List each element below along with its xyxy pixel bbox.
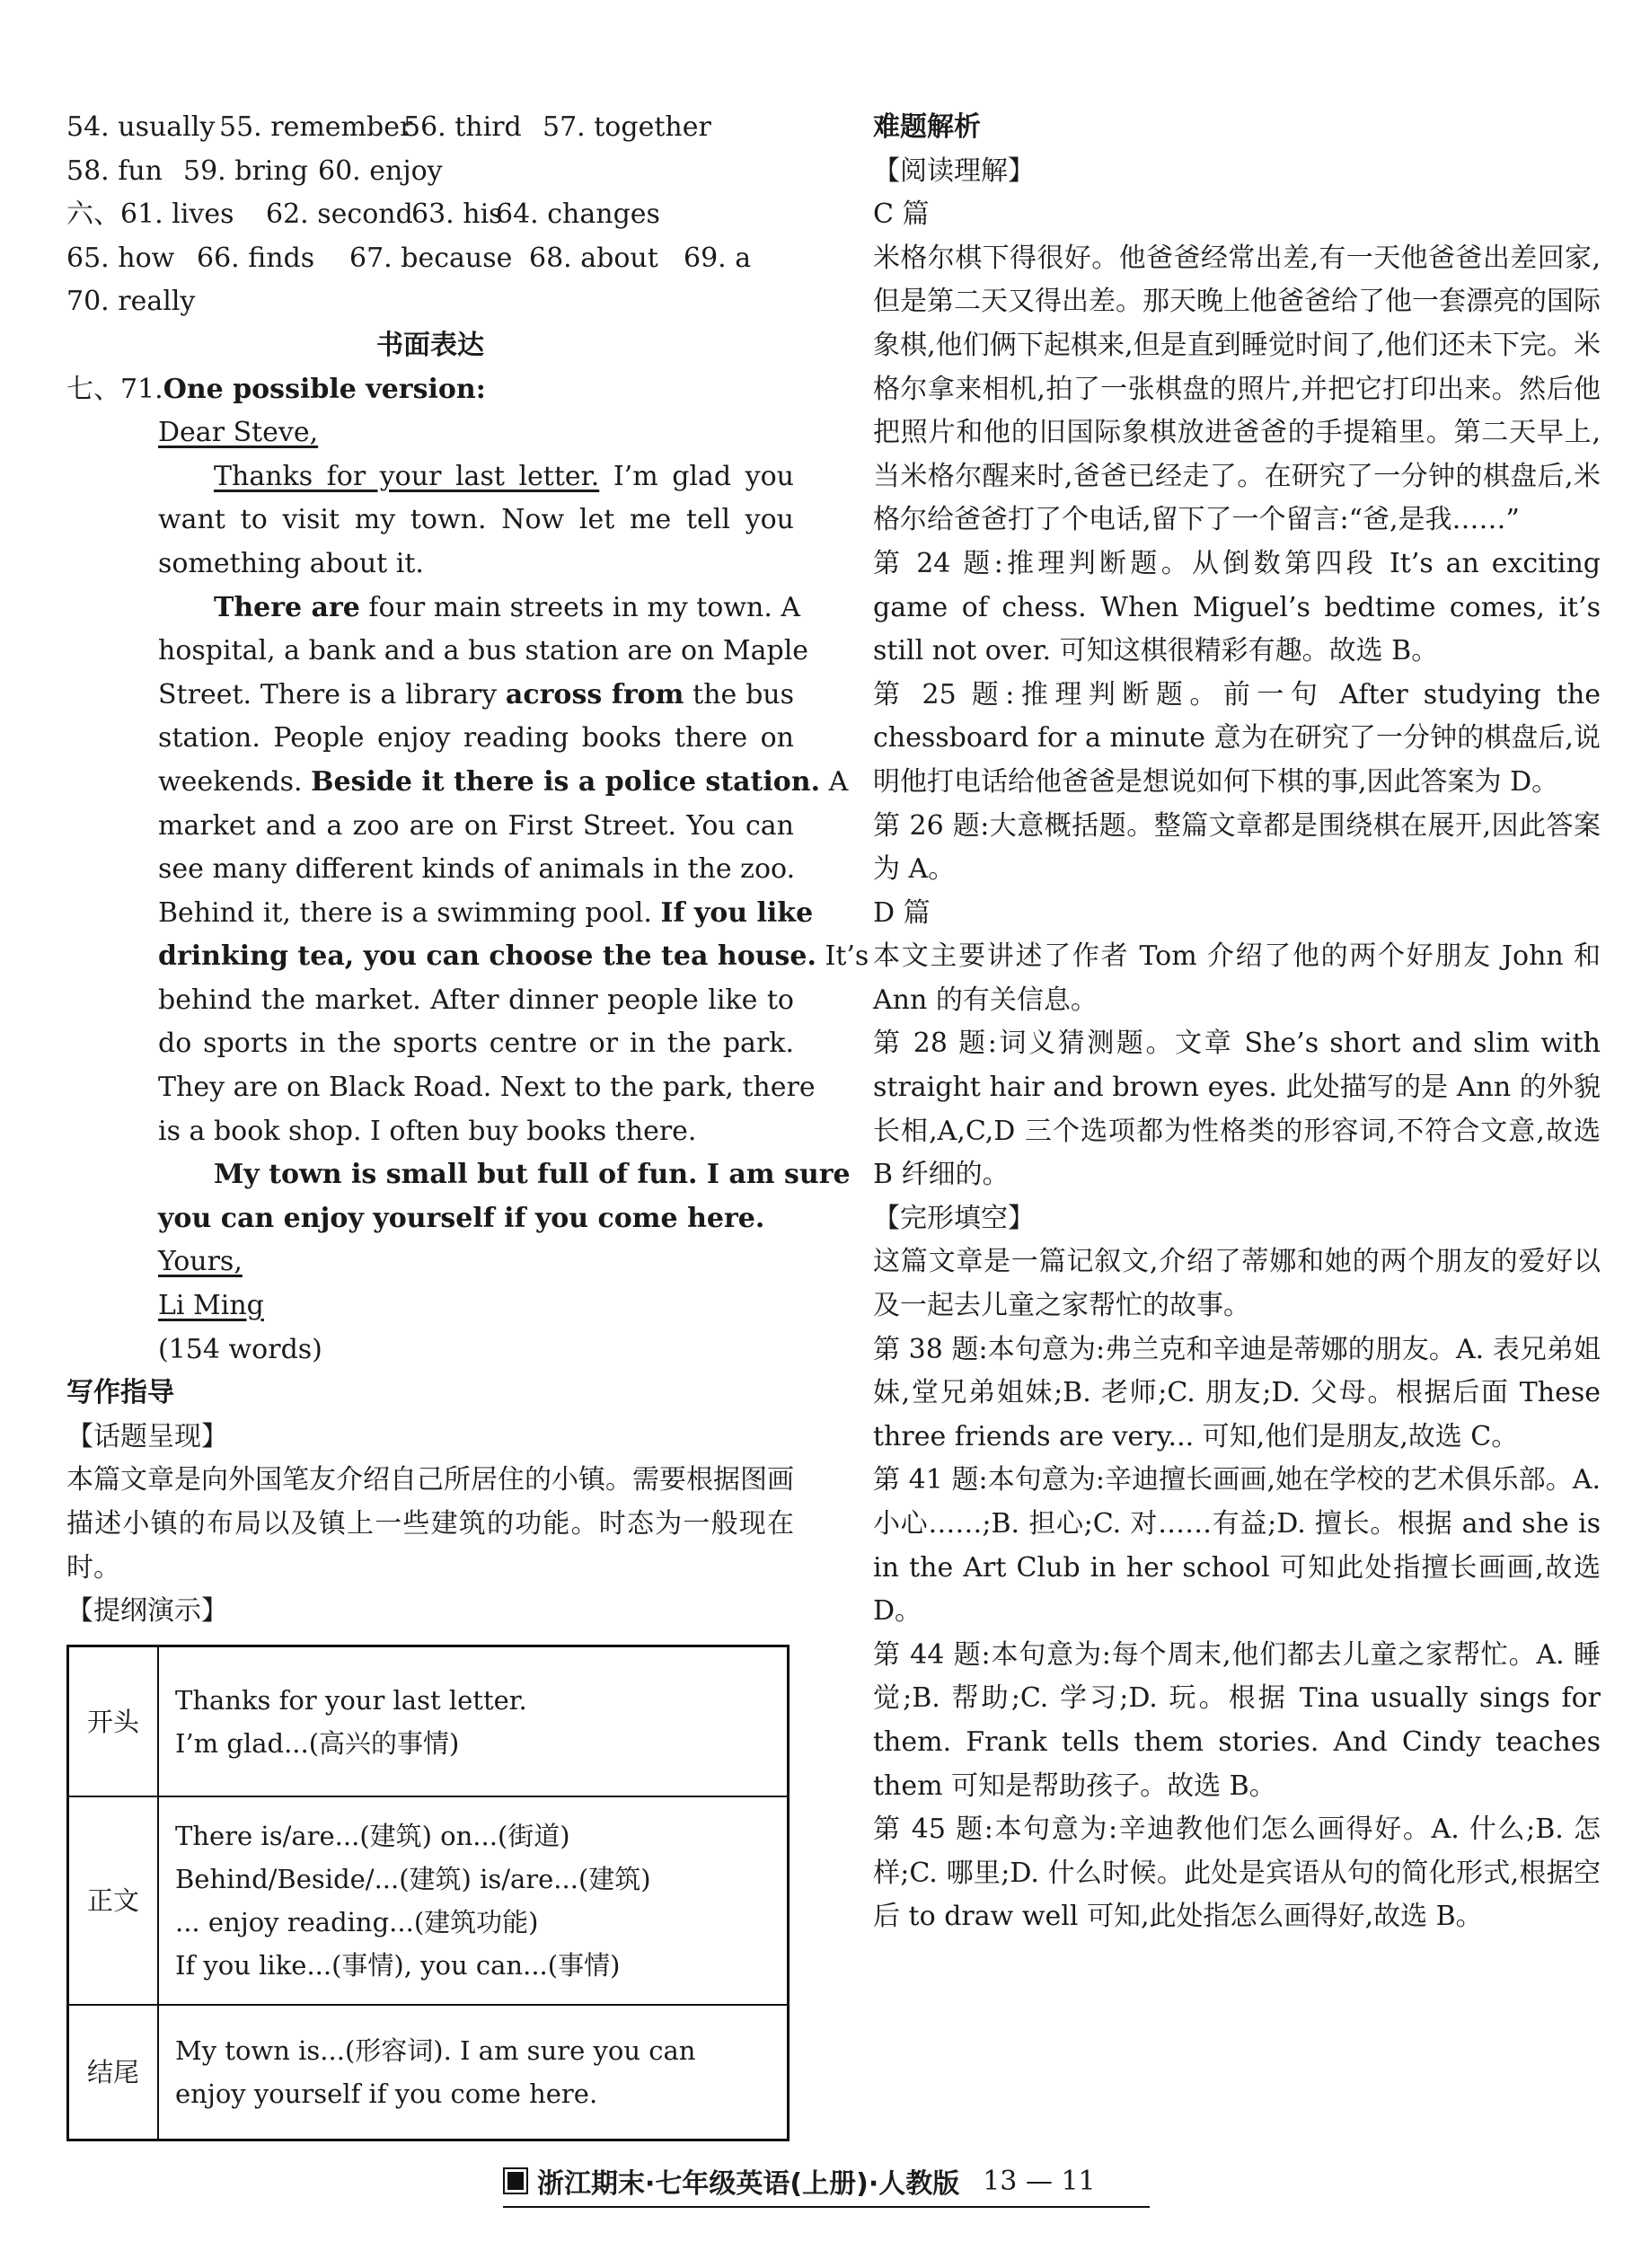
- analysis-title: 难题解析: [873, 111, 981, 143]
- closing: Yours,: [158, 1246, 243, 1278]
- passage-c-summary: 米格尔棋下得很好。他爸爸经常出差,有一天他爸爸出差回家,但是第二天又得出差。那天晚上他爸爸给了他一套漂亮的国际象棋,他们俩下起棋来,但是直到睡觉时间了,他们还未下完。米格尔拿来相机,拍了一张棋盘的照片,并把它打印出来。然后他把照片和他的旧国际象棋放进爸爸的手提箱里。第二天早上,当米格尔醒来时,爸爸已经走了。在研究了一分钟的棋盘后,米格尔给爸爸打了个电话,留下了一个留言:“爸,是我……”: [873, 242, 1601, 536]
- outline-line: enjoy yourself if you come here.: [175, 2078, 598, 2110]
- outline-label: 结尾: [68, 2005, 159, 2140]
- essay-line: They are on Black Road. Next to the park, there: [158, 1072, 816, 1104]
- left-column: [66, 106, 869, 2141]
- question-44: 第 44 题:本句意为:每个周末,他们都去儿童之家帮忙。A. 睡觉;B. 帮助;C. 学习;D. 玩。根据 Tina usually sings for them. Frank tells them stories. And Cindy teaches them 可知是帮助孩子。故选 B。: [873, 1638, 1601, 1802]
- table-row: [68, 1646, 789, 1796]
- outline-line: My town is...(形容词). I am sure you can: [175, 2035, 696, 2067]
- answer: 58. fun: [66, 154, 163, 187]
- essay-line: [158, 587, 801, 631]
- question-28: 第 28 题:词义猜测题。文章 She’s short and slim with straight hair and brown eyes. 此处描写的是 Ann 的外貌长相,A,C,D 三个选项都为性格类的形容词,不符合文意,故选 B 纤细的。: [873, 1028, 1601, 1191]
- answer-row: [66, 193, 794, 237]
- essay-line: [158, 411, 794, 455]
- answer: 60. enjoy: [318, 154, 443, 187]
- outline-line: Thanks for your last letter.: [175, 1684, 527, 1716]
- answer: 68. about: [529, 242, 658, 274]
- q71-number: 七、71.: [66, 373, 163, 405]
- sample-essay: [66, 411, 869, 1372]
- essay-line: [158, 455, 794, 499]
- essay-line: [158, 892, 814, 936]
- essay-line: hospital, a bank and a bus station are on Maple: [158, 635, 809, 667]
- essay-line: market and a zoo are on First Street. You can: [158, 809, 794, 842]
- essay-text: A: [820, 765, 849, 798]
- book-mark-icon: [503, 2167, 528, 2194]
- essay-line: something about it.: [158, 547, 424, 579]
- outline-line: Behind/Beside/...(建筑) is/are...(建筑): [175, 1864, 651, 1895]
- essay-line: do sports in the sports centre or in the park.: [158, 1028, 794, 1060]
- bold-phrase: Beside it there is a police station.: [311, 765, 821, 798]
- topic-text: 本篇文章是向外国笔友介绍自己所居住的小镇。需要根据图画描述小镇的布局以及镇上一些建筑的功能。时态为一般现在时。: [66, 1464, 794, 1584]
- essay-text: Street. There is a library: [158, 678, 506, 710]
- answer: 67. because: [349, 242, 513, 274]
- answer: 57. together: [543, 111, 711, 143]
- essay-text: four main streets in my town. A: [359, 591, 801, 623]
- outline-content: [158, 1796, 789, 2005]
- essay-line: [158, 761, 849, 805]
- passage-d-summary: 本文主要讲述了作者 Tom 介绍了他的两个好朋友 John 和 Ann 的有关信息。: [873, 940, 1601, 1016]
- essay-text: the bus: [684, 678, 794, 710]
- question-26: 第 26 题:大意概括题。整篇文章都是围绕棋在展开,因此答案为 A。: [873, 809, 1601, 886]
- outline-content: [158, 1646, 789, 1796]
- answer: 56. third: [403, 111, 522, 143]
- answer: 69. a: [684, 242, 752, 274]
- bold-phrase: across from: [505, 678, 684, 710]
- salutation: Dear Steve,: [158, 417, 319, 449]
- outline-table: [66, 1645, 790, 2141]
- answer: 55. remember: [219, 111, 413, 143]
- signature-line: [158, 1284, 794, 1328]
- underlined-phrase: Thanks for your last letter.: [214, 460, 600, 492]
- bold-phrase: There are: [214, 591, 360, 623]
- outline-content: [158, 2005, 789, 2140]
- essay-line: want to visit my town. Now let me tell you: [158, 504, 794, 536]
- page-number: 13 — 11: [983, 2165, 1096, 2197]
- closing-line: [158, 1240, 794, 1284]
- table-row: [68, 2005, 789, 2140]
- reading-heading: 【阅读理解】: [873, 154, 1035, 187]
- cloze-heading: 【完形填空】: [873, 1202, 1035, 1234]
- question-38: 第 38 题:本句意为:弗兰克和辛迪是蒂娜的朋友。A. 表兄弟姐妹,堂兄弟姐妹;B. 老师;C. 朋友;D. 父母。根据后面 These three friends are very... 可知,他们是朋友,故选 C。: [873, 1333, 1601, 1452]
- essay-line: My town is small but full of fun. I am sure: [214, 1159, 851, 1191]
- passage-c-label: C 篇: [873, 199, 930, 231]
- answer-row: [66, 150, 794, 194]
- answer-row: [66, 237, 794, 281]
- passage-d-label: D 篇: [873, 896, 931, 929]
- outline-line: ... enjoy reading...(建筑功能): [175, 1907, 539, 1938]
- q71-version: One possible version:: [163, 373, 486, 405]
- answer-row: [66, 280, 794, 324]
- word-count: (154 words): [158, 1333, 322, 1365]
- footer-title: 浙江期末·七年级英语(上册)·人教版: [537, 2168, 960, 2200]
- signature: Li Ming: [158, 1290, 264, 1322]
- answer: 70. really: [66, 286, 196, 318]
- section-title-writing: 书面表达: [376, 329, 484, 361]
- answer: 64. changes: [496, 199, 660, 231]
- outline-label: 开头: [68, 1646, 159, 1796]
- answer: 62. second: [266, 199, 413, 231]
- bold-phrase: drinking tea, you can choose the tea house.: [158, 940, 816, 973]
- question-41: 第 41 题:本句意为:辛迪擅长画画,她在学校的艺术俱乐部。A. 小心……;B. 担心;C. 对……有益;D. 擅长。根据 and she is in the Art Club in her school 可知此处指擅长画画,故选 D。: [873, 1464, 1601, 1628]
- question-24: 第 24 题:推理判断题。从倒数第四段 It’s an exciting game of chess. When Miguel’s bedtime comes, it’s still not over. 可知这棋很精彩有趣。故选 B。: [873, 547, 1601, 667]
- answer: 66. finds: [197, 242, 315, 274]
- answer: 65. how: [66, 242, 175, 274]
- essay-line: behind the market. After dinner people like to: [158, 984, 794, 1016]
- right-column: [873, 106, 1601, 1939]
- page-footer: [503, 2156, 1150, 2208]
- essay-text: Behind it, there is a swimming pool.: [158, 896, 661, 929]
- q71-label: [66, 368, 794, 412]
- answer: 59. bring: [183, 154, 308, 187]
- essay-line: [158, 674, 794, 718]
- answer-row: [66, 106, 794, 150]
- outline-label: 正文: [68, 1796, 159, 2005]
- cloze-summary: 这篇文章是一篇记叙文,介绍了蒂娜和她的两个朋友的爱好以及一起去儿童之家帮忙的故事。: [873, 1246, 1601, 1322]
- question-45: 第 45 题:本句意为:辛迪教他们怎么画得好。A. 什么;B. 怎样;C. 哪里;D. 什么时候。此处是宾语从句的简化形式,根据空后 to draw well 可知,此处指怎么画得好,故选 B。: [873, 1814, 1601, 1933]
- topic-heading: 【话题呈现】: [66, 1420, 228, 1452]
- essay-text: weekends.: [158, 765, 312, 798]
- bold-phrase: If you like: [660, 896, 814, 929]
- outline-line: There is/are...(建筑) on...(街道): [175, 1821, 570, 1852]
- essay-text: It’s: [816, 940, 869, 973]
- question-25: 第 25 题:推理判断题。前一句 After studying the chessboard for a minute 意为在研究了一分钟的棋盘后,说明他打电话给他爸爸是想说如何下棋的事,因此答案为 D。: [873, 678, 1601, 798]
- essay-line: you can enjoy yourself if you come here.: [158, 1202, 765, 1234]
- essay-line: station. People enjoy reading books there on: [158, 722, 794, 755]
- essay-line: is a book shop. I often buy books there.: [158, 1115, 697, 1147]
- answer: 六、61. lives: [66, 199, 234, 231]
- answer: 54. usually: [66, 111, 216, 143]
- outline-line: I’m glad...(高兴的事情): [175, 1727, 460, 1759]
- outline-line: If you like...(事情), you can...(事情): [175, 1950, 621, 1981]
- essay-line: [158, 935, 869, 979]
- answer: 63. his: [411, 199, 503, 231]
- guide-title: 写作指导: [66, 1377, 174, 1409]
- essay-line: see many different kinds of animals in the zoo.: [158, 853, 796, 886]
- outline-heading: 【提纲演示】: [66, 1595, 228, 1628]
- table-row: [68, 1796, 789, 2005]
- essay-text: I’m glad you: [599, 460, 794, 492]
